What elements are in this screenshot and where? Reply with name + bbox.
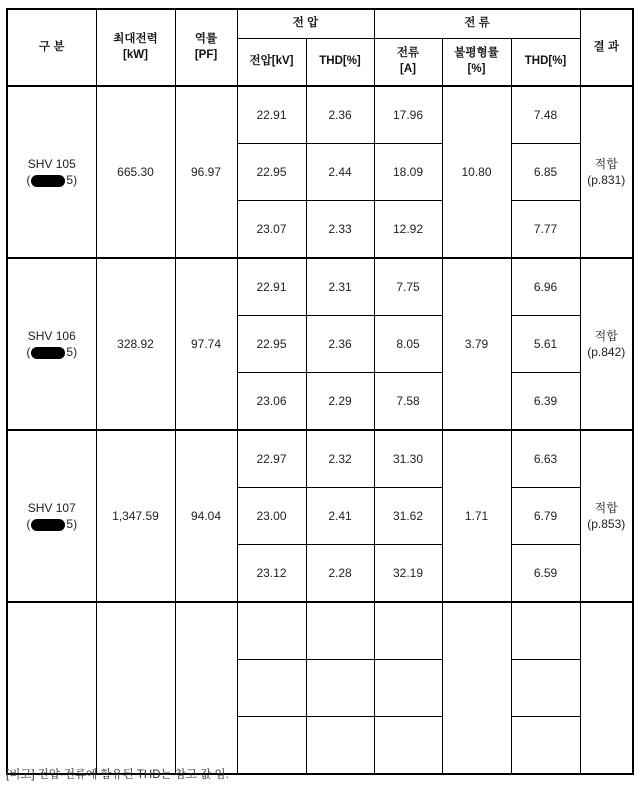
empty-cell	[306, 602, 374, 660]
current-cell: 12.92	[374, 201, 442, 259]
voltage-cell: 22.95	[237, 316, 306, 373]
empty-cell	[306, 717, 374, 775]
voltage-cell: 23.07	[237, 201, 306, 259]
table-row	[7, 86, 633, 144]
empty-cell	[374, 660, 442, 717]
current-cell: 18.09	[374, 144, 442, 201]
max-power-cell: 1,347.59	[96, 430, 175, 602]
max-power-cell: 328.92	[96, 258, 175, 430]
empty-cell	[580, 602, 633, 774]
current-thd-cell: 6.59	[511, 545, 580, 603]
voltage-cell: 22.91	[237, 86, 306, 144]
current-cell: 7.58	[374, 373, 442, 431]
feeder-name: SHV 105	[27, 156, 76, 171]
redaction-mark	[31, 175, 65, 187]
voltage-cell: 22.91	[237, 258, 306, 316]
division-cell: SHV 107 ( 5)	[7, 430, 96, 602]
header-current-a: 전류 [A]	[374, 39, 442, 87]
header-result: 결 과	[580, 9, 633, 86]
current-cell: 32.19	[374, 545, 442, 603]
result-cell: 적합 (p.853)	[580, 430, 633, 602]
empty-cell	[96, 602, 175, 774]
voltage-cell: 23.00	[237, 488, 306, 545]
current-thd-cell: 6.39	[511, 373, 580, 431]
header-unbalance: 불평형률 [%]	[442, 39, 511, 87]
empty-cell	[374, 602, 442, 660]
power-factor-cell: 97.74	[175, 258, 237, 430]
header-current-group: 전 류	[374, 9, 580, 39]
header-voltage-thd: THD[%]	[306, 39, 374, 87]
current-thd-cell: 6.63	[511, 430, 580, 488]
current-cell: 7.75	[374, 258, 442, 316]
empty-cell	[175, 602, 237, 774]
voltage-cell: 23.12	[237, 545, 306, 603]
unbalance-cell: 3.79	[442, 258, 511, 430]
empty-cell	[442, 602, 511, 774]
unbalance-cell: 1.71	[442, 430, 511, 602]
footnote: [비고] 전압·전류에 함유된 THD는 참고 값 임.	[6, 769, 229, 781]
current-thd-cell: 5.61	[511, 316, 580, 373]
current-thd-cell: 6.85	[511, 144, 580, 201]
current-thd-cell: 6.79	[511, 488, 580, 545]
voltage-thd-cell: 2.41	[306, 488, 374, 545]
feeder-name: SHV 106	[27, 328, 76, 343]
result-cell: 적합 (p.831)	[580, 86, 633, 258]
empty-row	[7, 602, 633, 660]
table-row	[7, 258, 633, 316]
current-thd-cell: 7.77	[511, 201, 580, 259]
redaction-mark	[31, 519, 65, 531]
header-max-power: 최대전력 [kW]	[96, 9, 175, 86]
current-cell: 31.30	[374, 430, 442, 488]
voltage-cell: 22.97	[237, 430, 306, 488]
voltage-thd-cell: 2.29	[306, 373, 374, 431]
empty-cell	[237, 717, 306, 775]
measurement-table	[6, 8, 634, 775]
voltage-thd-cell: 2.33	[306, 201, 374, 259]
division-cell: SHV 105 ( 5)	[7, 86, 96, 258]
max-power-cell: 665.30	[96, 86, 175, 258]
header-voltage-kv: 전압[kV]	[237, 39, 306, 87]
redaction-mark	[31, 347, 65, 359]
current-cell: 17.96	[374, 86, 442, 144]
voltage-thd-cell: 2.36	[306, 316, 374, 373]
empty-cell	[237, 660, 306, 717]
header-division: 구 분	[7, 9, 96, 86]
unbalance-cell: 10.80	[442, 86, 511, 258]
current-cell: 8.05	[374, 316, 442, 373]
power-factor-cell: 94.04	[175, 430, 237, 602]
table-row	[7, 430, 633, 488]
header-voltage-group: 전 압	[237, 9, 374, 39]
result-cell: 적합 (p.842)	[580, 258, 633, 430]
empty-cell	[306, 660, 374, 717]
feeder-name: SHV 107	[27, 500, 76, 515]
voltage-thd-cell: 2.32	[306, 430, 374, 488]
empty-cell	[7, 602, 96, 774]
voltage-cell: 22.95	[237, 144, 306, 201]
voltage-thd-cell: 2.36	[306, 86, 374, 144]
empty-cell	[511, 717, 580, 775]
current-thd-cell: 6.96	[511, 258, 580, 316]
empty-cell	[511, 660, 580, 717]
division-cell: SHV 106 ( 5)	[7, 258, 96, 430]
power-factor-cell: 96.97	[175, 86, 237, 258]
voltage-thd-cell: 2.44	[306, 144, 374, 201]
current-thd-cell: 7.48	[511, 86, 580, 144]
voltage-thd-cell: 2.31	[306, 258, 374, 316]
current-cell: 31.62	[374, 488, 442, 545]
header-current-thd: THD[%]	[511, 39, 580, 87]
header-power-factor: 역률 [PF]	[175, 9, 237, 86]
empty-cell	[237, 602, 306, 660]
voltage-thd-cell: 2.28	[306, 545, 374, 603]
empty-cell	[511, 602, 580, 660]
empty-cell	[374, 717, 442, 775]
voltage-cell: 23.06	[237, 373, 306, 431]
